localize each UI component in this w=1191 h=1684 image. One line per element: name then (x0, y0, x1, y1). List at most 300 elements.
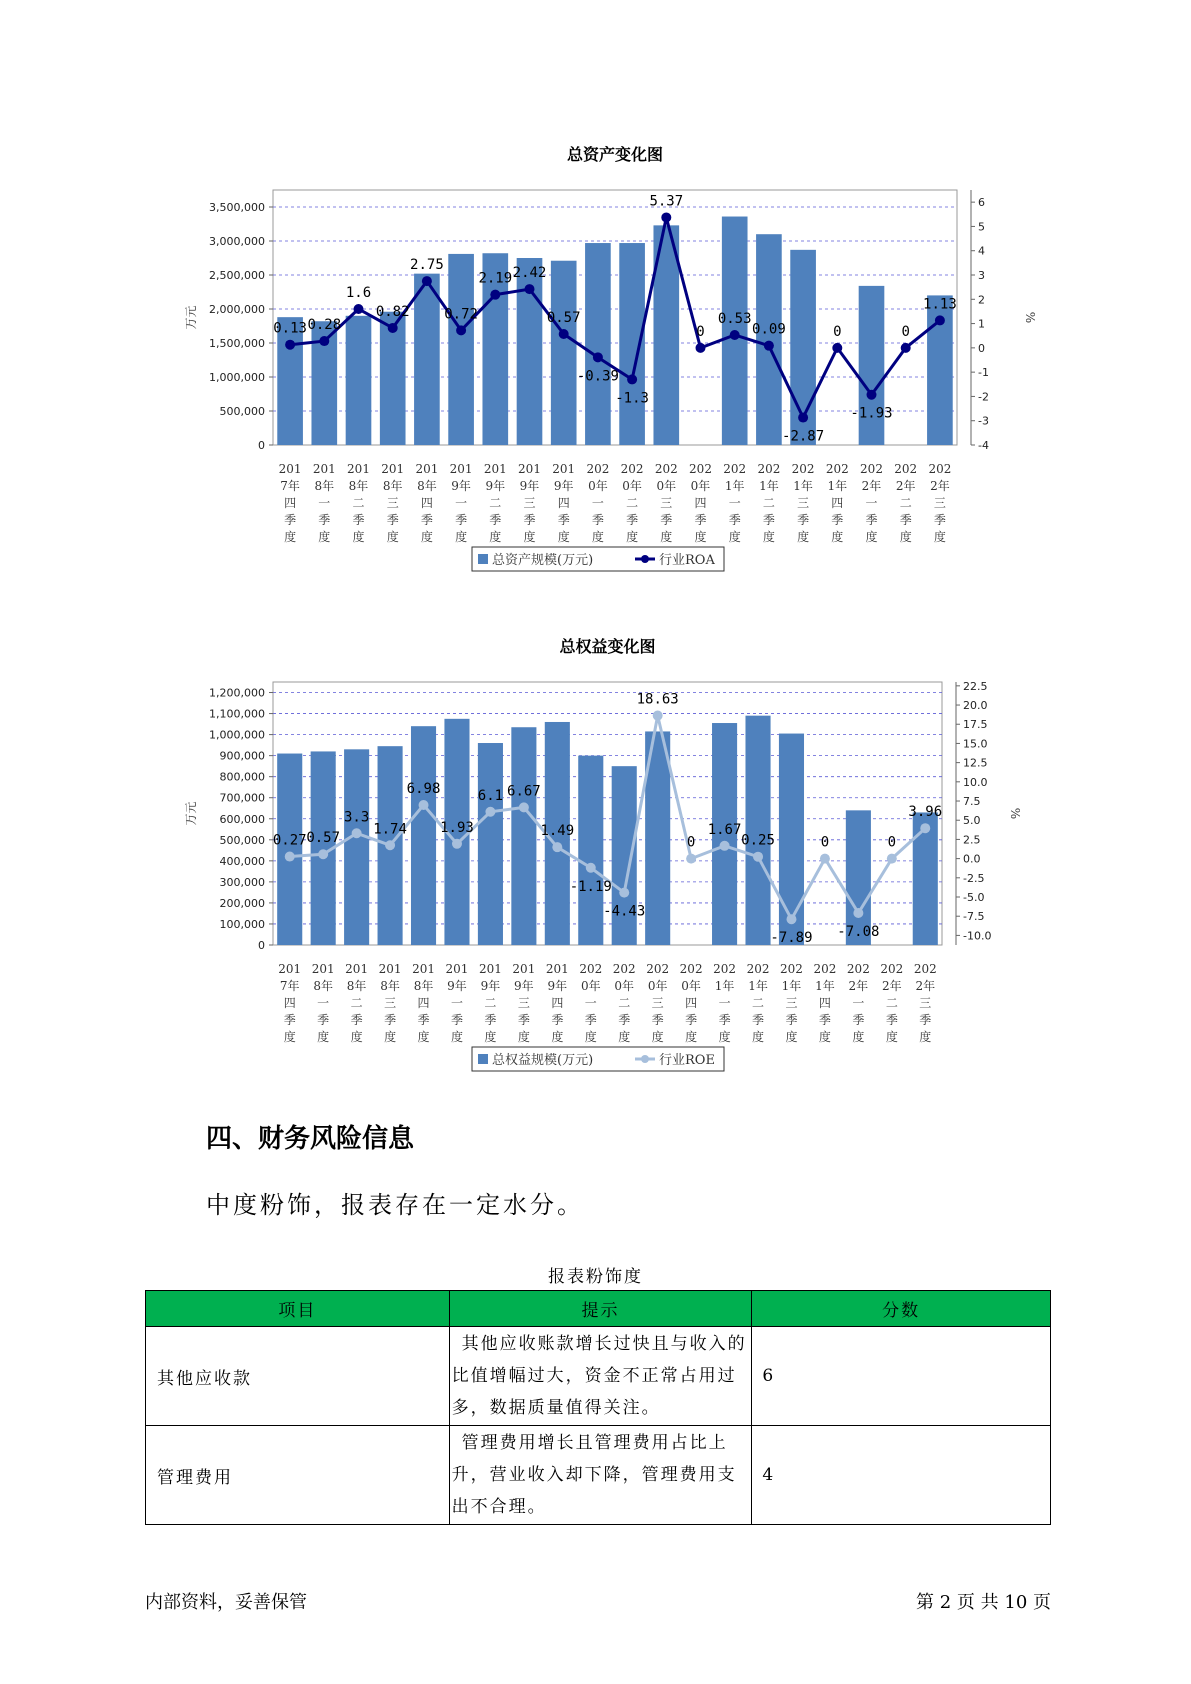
x-tick-label: 季 (420, 513, 433, 527)
assets-chart-svg (0, 130, 1191, 590)
x-tick-label: 202 (620, 462, 644, 476)
x-tick-label: 度 (762, 530, 775, 544)
y-right-tick-label: 20.0 (963, 699, 988, 713)
x-tick-label: 201 (312, 462, 336, 476)
line-point (764, 341, 774, 351)
y-right-tick-label: -10.0 (963, 929, 992, 943)
row-hint: 其他应收账款增长过快且与收入的比值增幅过大，资金不正常占用过多，数据质量值得关注。 (449, 1327, 752, 1426)
x-tick-label: 一 (584, 996, 597, 1010)
x-tick-label: 201 (278, 462, 302, 476)
y-right-tick-label: -3 (978, 414, 989, 428)
bar (745, 716, 770, 945)
x-tick-label: 度 (728, 530, 741, 544)
legend-label: 行业ROE (659, 1053, 715, 1068)
x-tick-label: 三 (660, 496, 673, 510)
bar (478, 743, 503, 945)
x-tick-label: 一 (728, 496, 741, 510)
x-tick-label: 202 (880, 962, 904, 976)
y-right-tick-label: 15.0 (963, 737, 988, 751)
x-tick-label: 一 (317, 996, 330, 1010)
y-right-tick-label: 0.0 (963, 852, 981, 866)
line-point (786, 914, 796, 924)
x-tick-label: 7年 (280, 479, 300, 493)
legend-swatch-bar (478, 554, 488, 564)
chart-title: 总权益变化图 (559, 637, 656, 656)
y-left-tick-label: 1,000,000 (209, 371, 265, 384)
y-right-tick-label: -7.5 (963, 910, 985, 924)
data-label: 0.57 (546, 310, 581, 327)
line-point (285, 340, 295, 350)
table-header-row (146, 1291, 1051, 1327)
x-tick-label: 季 (651, 1013, 664, 1027)
x-tick-label: 一 (318, 496, 331, 510)
x-tick-label: 季 (899, 513, 912, 527)
line-point (720, 841, 730, 851)
x-tick-label: 2年 (861, 479, 882, 493)
x-tick-label: 9年 (485, 479, 506, 493)
row-score: 6 (752, 1327, 1051, 1426)
x-tick-label: 二 (350, 996, 363, 1010)
x-tick-label: 9年 (547, 979, 568, 993)
x-tick-label: 8年 (346, 979, 367, 993)
x-tick-label: 四 (685, 996, 698, 1010)
data-label: 2.75 (410, 257, 444, 274)
line-point (490, 290, 500, 300)
x-tick-label: 202 (713, 962, 737, 976)
data-label: 2.42 (512, 265, 547, 282)
y-left-tick-label: 500,000 (219, 405, 265, 418)
line-point (935, 315, 945, 325)
x-tick-label: 季 (551, 1013, 564, 1027)
x-tick-label: 202 (646, 962, 670, 976)
x-tick-label: 季 (318, 513, 331, 527)
y-right-tick-label: 17.5 (963, 718, 988, 732)
x-tick-label: 季 (762, 513, 775, 527)
y-right-tick-label: 0 (978, 341, 985, 355)
x-tick-label: 8年 (413, 979, 434, 993)
data-label: 0.09 (752, 321, 786, 338)
x-tick-label: 202 (825, 462, 849, 476)
data-label: 0 (820, 834, 830, 851)
x-tick-label: 度 (284, 530, 297, 544)
x-tick-label: 度 (350, 1030, 363, 1044)
row-item: 管理费用 (146, 1426, 450, 1525)
data-label: 0 (696, 323, 705, 340)
x-tick-label: 二 (626, 496, 639, 510)
y-right-tick-label: -1 (978, 366, 989, 380)
y-left-tick-label: 3,000,000 (209, 235, 265, 248)
data-label: 0.53 (717, 310, 752, 327)
x-tick-label: 8年 (380, 979, 400, 993)
bar (414, 274, 440, 445)
y-left-tick-label: 800,000 (219, 770, 265, 784)
line-point (485, 807, 495, 817)
x-tick-label: 季 (785, 1013, 798, 1027)
x-tick-label: 度 (785, 1030, 798, 1044)
x-tick-label: 度 (919, 1030, 932, 1044)
x-tick-label: 8年 (417, 479, 437, 493)
x-tick-label: 2年 (930, 479, 950, 493)
x-tick-label: 2年 (915, 979, 936, 993)
bar (511, 727, 536, 945)
x-tick-label: 二 (352, 496, 365, 510)
x-tick-label: 季 (626, 513, 639, 527)
y-right-tick-label: 6 (978, 196, 985, 210)
x-tick-label: 季 (489, 513, 502, 527)
x-tick-label: 2年 (882, 979, 902, 993)
x-tick-label: 度 (584, 1030, 597, 1044)
data-label: 2.19 (478, 270, 513, 287)
data-label: 0.13 (273, 320, 307, 337)
x-tick-label: 三 (933, 496, 946, 510)
line-point (853, 908, 863, 918)
x-tick-label: 度 (283, 1030, 296, 1044)
x-tick-label: 202 (913, 962, 937, 976)
x-tick-label: 度 (933, 530, 946, 544)
x-tick-label: 8年 (348, 479, 369, 493)
x-tick-label: 度 (651, 1030, 664, 1044)
x-tick-label: 度 (899, 530, 912, 544)
x-tick-label: 季 (685, 1013, 698, 1027)
x-tick-label: 202 (579, 962, 603, 976)
x-tick-label: 1年 (781, 979, 802, 993)
x-tick-label: 度 (618, 1030, 631, 1044)
x-tick-label: 201 (345, 962, 369, 976)
bar (585, 243, 611, 445)
line-point (385, 840, 395, 850)
row-item: 其他应收款 (146, 1327, 450, 1426)
x-tick-label: 202 (612, 962, 636, 976)
line-point (832, 343, 842, 353)
x-tick-label: 201 (347, 462, 370, 476)
x-tick-label: 8年 (382, 479, 403, 493)
line-point (696, 343, 706, 353)
y-left-tick-label: 1,200,000 (209, 686, 265, 700)
x-tick-label: 季 (517, 1013, 530, 1027)
x-tick-label: 四 (551, 996, 564, 1010)
y-right-axis-label: % (1023, 311, 1037, 324)
x-tick-label: 季 (618, 1013, 631, 1027)
x-tick-label: 季 (523, 513, 536, 527)
x-tick-label: 季 (384, 1013, 397, 1027)
x-tick-label: 202 (791, 462, 815, 476)
x-tick-label: 三 (517, 996, 530, 1010)
bar (411, 726, 436, 945)
y-right-tick-label: -5.0 (963, 891, 985, 905)
legend-label: 总权益规模(万元) (492, 1053, 594, 1068)
y-left-tick-label: 700,000 (219, 791, 265, 805)
data-label: 0 (833, 323, 842, 340)
y-right-tick-label: 10.0 (963, 775, 988, 789)
bar (551, 261, 577, 445)
data-label: 0.28 (307, 317, 342, 334)
x-tick-label: 季 (450, 1013, 463, 1027)
x-tick-label: 度 (694, 530, 707, 544)
x-tick-label: 0年 (681, 979, 701, 993)
x-tick-label: 季 (660, 513, 673, 527)
x-tick-label: 0年 (588, 479, 608, 493)
x-tick-label: 四 (417, 996, 430, 1010)
x-tick-label: 度 (484, 1030, 497, 1044)
x-tick-label: 季 (831, 513, 844, 527)
line-point (920, 823, 930, 833)
y-left-tick-label: 1,100,000 (209, 707, 265, 721)
x-tick-label: 季 (557, 513, 570, 527)
x-tick-label: 季 (885, 1013, 898, 1027)
x-tick-label: 季 (484, 1013, 497, 1027)
line-point (456, 325, 466, 335)
y-left-tick-label: 2,500,000 (209, 269, 265, 282)
x-tick-label: 季 (317, 1013, 330, 1027)
x-tick-label: 二 (752, 996, 765, 1010)
x-tick-label: 201 (512, 962, 536, 976)
x-tick-label: 9年 (447, 979, 467, 993)
x-tick-label: 度 (455, 530, 468, 544)
data-label: 0.82 (375, 303, 410, 320)
line-point (867, 390, 877, 400)
x-tick-label: 0年 (690, 479, 711, 493)
x-tick-label: 三 (386, 496, 399, 510)
x-tick-label: 202 (746, 962, 770, 976)
data-label: 0.27 (272, 832, 307, 849)
data-label: -2.87 (782, 428, 825, 445)
line-point (627, 374, 637, 384)
line-point (661, 212, 671, 222)
bar (578, 756, 603, 945)
x-tick-label: 0年 (614, 979, 635, 993)
equity-chart (0, 630, 1191, 1090)
header-score: 分数 (752, 1291, 1051, 1327)
x-tick-label: 季 (455, 513, 468, 527)
line-point (319, 336, 329, 346)
y-right-tick-label: 12.5 (963, 756, 988, 770)
x-tick-label: 二 (899, 496, 912, 510)
data-label: 0.72 (444, 306, 478, 323)
x-tick-label: 季 (919, 1013, 932, 1027)
x-tick-label: 度 (450, 1030, 463, 1044)
x-tick-label: 季 (350, 1013, 363, 1027)
y-right-tick-label: 7.5 (963, 795, 981, 809)
line-point (798, 413, 808, 423)
line-point (519, 802, 529, 812)
x-tick-label: 1年 (748, 979, 768, 993)
x-tick-label: 度 (352, 530, 365, 544)
header-hint: 提示 (449, 1291, 752, 1327)
x-tick-label: 1年 (815, 979, 835, 993)
data-label: 5.37 (649, 193, 684, 210)
y-left-axis-label: 万元 (184, 801, 198, 826)
bar (779, 734, 804, 945)
x-tick-label: 202 (928, 462, 952, 476)
x-tick-label: 202 (689, 462, 712, 476)
x-tick-label: 201 (415, 462, 439, 476)
bar (756, 234, 782, 445)
x-tick-label: 一 (865, 496, 878, 510)
x-tick-label: 度 (517, 1030, 530, 1044)
x-tick-label: 度 (865, 530, 878, 544)
line-point (887, 854, 897, 864)
data-label: 1.13 (923, 296, 957, 313)
x-tick-label: 二 (484, 996, 497, 1010)
bar (344, 749, 369, 945)
x-tick-label: 201 (545, 962, 569, 976)
x-tick-label: 0年 (622, 479, 642, 493)
x-tick-label: 201 (518, 462, 541, 476)
line-point (653, 711, 663, 721)
x-tick-label: 1年 (759, 479, 779, 493)
x-tick-label: 度 (386, 530, 399, 544)
x-tick-label: 季 (752, 1013, 765, 1027)
x-tick-label: 四 (284, 496, 297, 510)
x-tick-label: 202 (679, 962, 703, 976)
x-tick-label: 202 (757, 462, 781, 476)
x-tick-label: 度 (420, 530, 433, 544)
line-point (452, 839, 462, 849)
x-tick-label: 201 (483, 462, 507, 476)
y-left-tick-label: 0 (258, 939, 265, 952)
x-tick-label: 季 (283, 1013, 296, 1027)
x-tick-label: 8年 (314, 479, 335, 493)
x-tick-label: 202 (846, 962, 870, 976)
table-caption: 报表粉饰度 (548, 1267, 643, 1287)
x-tick-label: 季 (865, 513, 878, 527)
line-point (619, 888, 629, 898)
x-tick-label: 0年 (656, 479, 677, 493)
y-left-tick-label: 500,000 (219, 833, 265, 847)
x-tick-label: 度 (885, 1030, 898, 1044)
x-tick-label: 四 (420, 496, 433, 510)
x-tick-label: 9年 (480, 979, 501, 993)
x-tick-label: 度 (551, 1030, 564, 1044)
y-right-tick-label: 2.5 (963, 833, 981, 847)
x-tick-label: 度 (489, 530, 502, 544)
y-right-tick-label: 5.0 (963, 814, 981, 828)
line-point (586, 863, 596, 873)
x-tick-label: 度 (417, 1030, 430, 1044)
x-tick-label: 二 (489, 496, 502, 510)
x-tick-label: 201 (412, 962, 435, 976)
y-left-tick-label: 300,000 (219, 875, 265, 889)
data-label: 0 (887, 834, 897, 851)
x-tick-label: 201 (478, 962, 502, 976)
assets-chart (0, 130, 1191, 590)
bar (346, 316, 372, 445)
y-left-tick-label: 400,000 (219, 854, 265, 868)
x-tick-label: 季 (728, 513, 741, 527)
x-tick-label: 一 (591, 496, 604, 510)
row-score: 4 (752, 1426, 1051, 1525)
x-tick-label: 季 (352, 513, 365, 527)
x-tick-label: 202 (654, 462, 678, 476)
x-tick-label: 7年 (279, 979, 300, 993)
x-tick-label: 202 (586, 462, 610, 476)
data-label: 1.93 (440, 819, 474, 836)
x-tick-label: 9年 (519, 479, 540, 493)
x-tick-label: 季 (694, 513, 707, 527)
x-tick-label: 二 (762, 496, 775, 510)
x-tick-label: 三 (651, 996, 664, 1010)
chart-title: 总资产变化图 (566, 145, 664, 164)
data-label: 6.98 (406, 781, 441, 798)
y-left-tick-label: 1,500,000 (209, 337, 265, 350)
x-tick-label: 二 (885, 996, 898, 1010)
x-tick-label: 季 (584, 1013, 597, 1027)
data-label: 1.6 (345, 285, 372, 301)
x-tick-label: 度 (557, 530, 570, 544)
x-tick-label: 度 (852, 1030, 865, 1044)
line-point (730, 330, 740, 340)
line-point (318, 849, 328, 859)
line-point (354, 304, 364, 314)
line-point (285, 852, 295, 862)
line-point (686, 854, 696, 864)
x-tick-label: 一 (450, 996, 463, 1010)
x-tick-label: 9年 (553, 479, 574, 493)
x-tick-label: 202 (723, 462, 747, 476)
x-tick-label: 0年 (580, 979, 601, 993)
x-tick-label: 四 (694, 496, 707, 510)
x-tick-label: 三 (919, 996, 932, 1010)
x-tick-label: 2年 (895, 479, 916, 493)
data-label: -7.08 (837, 923, 880, 940)
line-point (419, 800, 429, 810)
y-left-tick-label: 200,000 (219, 896, 265, 910)
line-point (753, 852, 763, 862)
risk-table (145, 1290, 1051, 1525)
x-tick-label: 三 (797, 496, 810, 510)
data-label: 3.96 (908, 804, 943, 821)
y-right-tick-label: 2 (978, 293, 985, 307)
x-tick-label: 季 (386, 513, 399, 527)
x-tick-label: 季 (417, 1013, 430, 1027)
x-tick-label: 201 (445, 962, 469, 976)
x-tick-label: 季 (933, 513, 946, 527)
data-label: -0.39 (576, 368, 619, 385)
legend-swatch-point (641, 1055, 649, 1063)
y-left-tick-label: 0 (258, 439, 265, 452)
line-point (559, 329, 569, 339)
risk-summary: 中度粉饰，报表存在一定水分。 (206, 1191, 584, 1219)
legend-swatch-point (641, 555, 649, 563)
x-tick-label: 度 (591, 530, 604, 544)
x-tick-label: 季 (284, 513, 297, 527)
x-tick-label: 二 (618, 996, 631, 1010)
data-label: 1.49 (540, 823, 575, 840)
x-tick-label: 0年 (647, 979, 668, 993)
data-label: 0.25 (741, 832, 775, 849)
x-tick-label: 一 (455, 496, 468, 510)
data-label: 0 (686, 834, 696, 851)
x-tick-label: 202 (780, 962, 803, 976)
line-point (352, 828, 362, 838)
x-tick-label: 201 (381, 462, 405, 476)
x-tick-label: 三 (384, 996, 397, 1010)
x-tick-label: 季 (591, 513, 604, 527)
x-tick-label: 季 (797, 513, 810, 527)
y-right-tick-label: -2.5 (963, 871, 985, 885)
y-left-axis-label: 万元 (184, 305, 198, 330)
y-right-tick-label: -2 (978, 390, 989, 404)
x-tick-label: 度 (318, 530, 331, 544)
y-right-tick-label: 3 (978, 269, 985, 282)
x-tick-label: 四 (818, 996, 831, 1010)
data-label: -1.93 (850, 405, 893, 422)
x-tick-label: 8年 (313, 979, 333, 993)
data-label: 0 (901, 323, 910, 340)
x-tick-label: 201 (311, 962, 335, 976)
x-tick-label: 三 (523, 496, 536, 510)
x-tick-label: 季 (818, 1013, 831, 1027)
